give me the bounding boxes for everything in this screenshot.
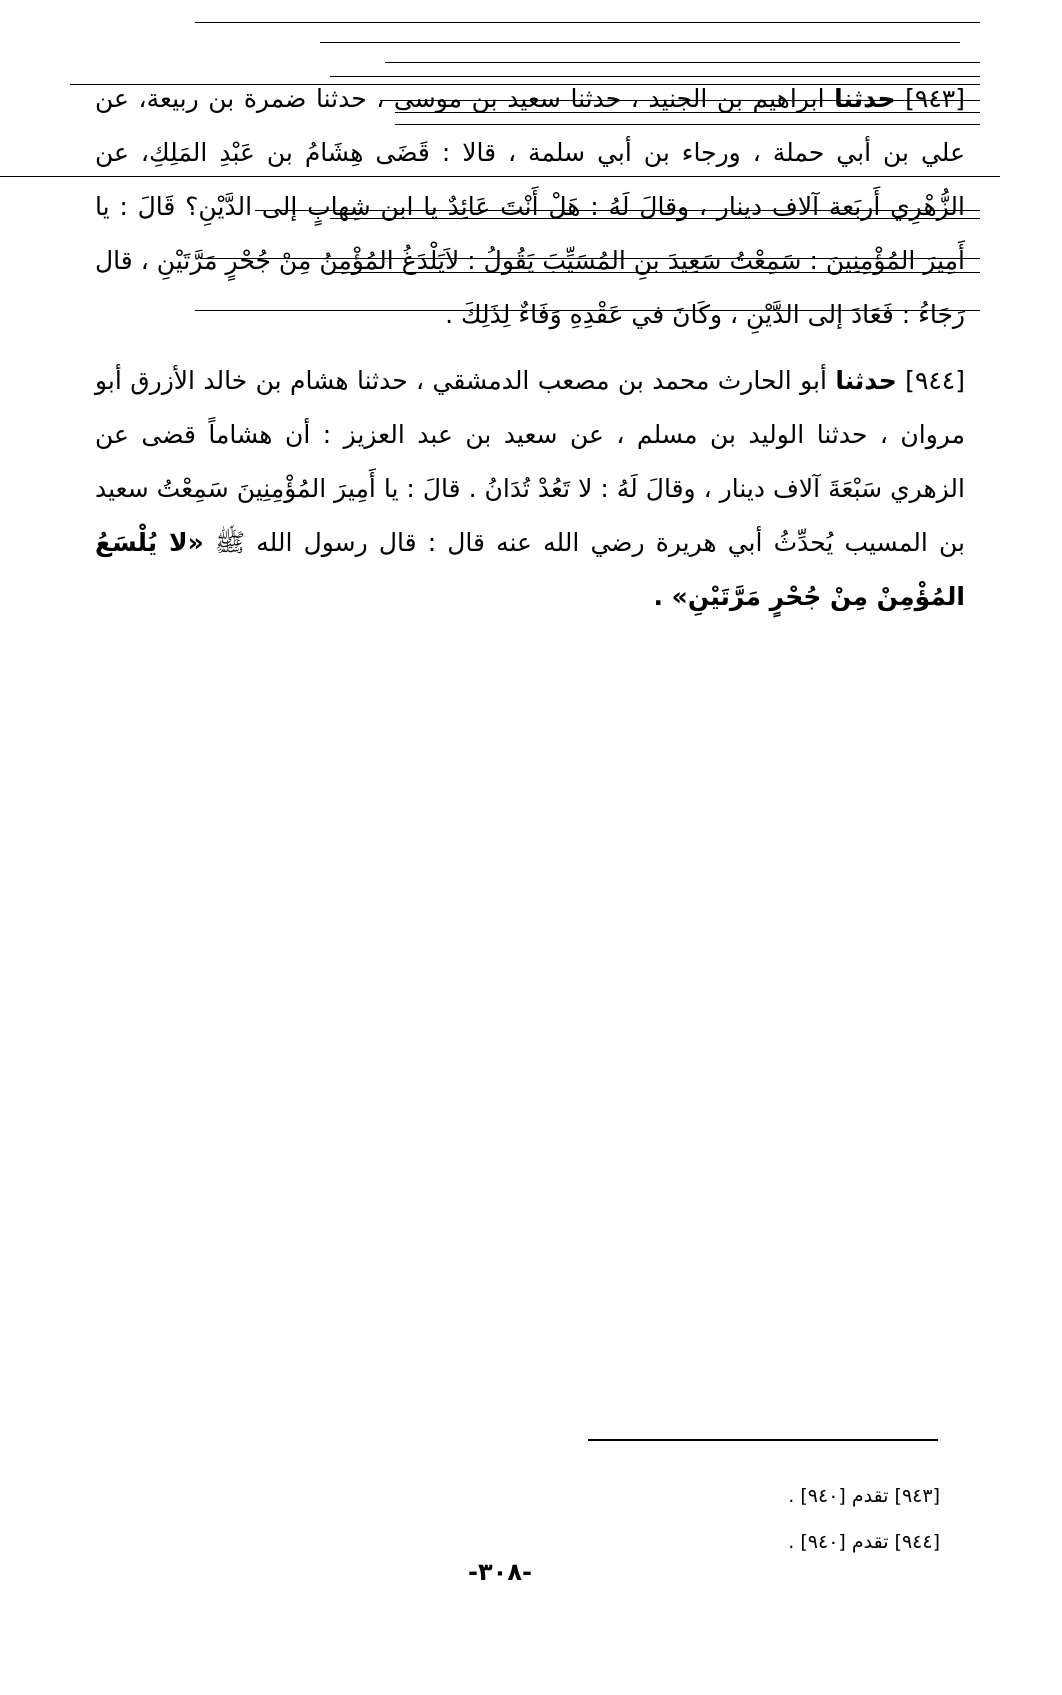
entry-943-ref: [٩٤٣] — [905, 84, 965, 113]
scan-artifact-line — [320, 42, 960, 43]
footnotes — [600, 1473, 940, 1565]
page-number: -٣٠٨- — [468, 1558, 532, 1586]
entry-944-ref: [٩٤٤] — [905, 366, 965, 395]
entry-944-hadith: «لا يُلْسَعُ المُؤْمِنْ مِنْ جُحْرٍ مَرَّتَيْنِ» . — [95, 528, 965, 611]
entry-943 — [95, 72, 965, 342]
footnote-943: [٩٤٣] تقدم [٩٤٠] . — [788, 1485, 940, 1507]
entry-944-text: أبو الحارث محمد بن مصعب الدمشقي ، حدثنا هشام بن خالد الأزرق أبو مروان ، حدثنا الوليد بن مسلم ، عن سعيد بن عبد العزيز : أن هشاماً قضى عن الزهري سَبْعَةَ آلاف دينار ، وقالَ لَهُ : لا تَعُدْ تُدَانُ . قالَ : يا أَمِيرَ المُؤْمِنِينَ سَمِعْتُ سعيد بن المسيب يُحدِّثُ أبي هريرة رضي الله عنه قال : قال رسول الله ﷺ — [95, 366, 965, 557]
entry-943-text: ابراهيم بن الجنيد ، حدثنا سعيد بن موسى ، حدثنا ضمرة بن ربيعة، عن علي بن أبي حملة ، ورجاء بن أبي سلمة ، قالا : قَضَى هِشَامُ بن عَبْدِ المَلِكِ، عن الزُّهْرِي أَربَعة آلاف دينار ، وقالَ لَهُ : هَلْ أَنْتَ عَائِدٌ يا ابن شِهابٍ إلى الدَّيْنِ؟ قَالَ : يا أَمِيرَ المُؤْمِنِينَ : سَمِعْتُ سَعِيدَ بنِ المُسَيِّبَ يَقُولُ : لاَيَلْدَغُ المُؤْمِنُ مِنْ جُحْرٍ مَرَّتَيْنِ ، قال رَجَاءُ : فَعَادَ إلى الدَّيْنِ ، وكَانَ في عَقْدِهِ وَفَاءٌ لِذَلِكَ . — [95, 84, 965, 329]
entry-944 — [95, 354, 965, 624]
scan-artifact-line — [195, 22, 980, 23]
main-text — [95, 72, 965, 624]
footnote-divider — [588, 1439, 938, 1441]
footnote-944: [٩٤٤] تقدم [٩٤٠] . — [788, 1531, 940, 1553]
entry-944-lead: حدثنا — [835, 366, 897, 395]
entry-943-lead: حدثنا — [834, 84, 896, 113]
scan-artifact-line — [385, 62, 980, 63]
